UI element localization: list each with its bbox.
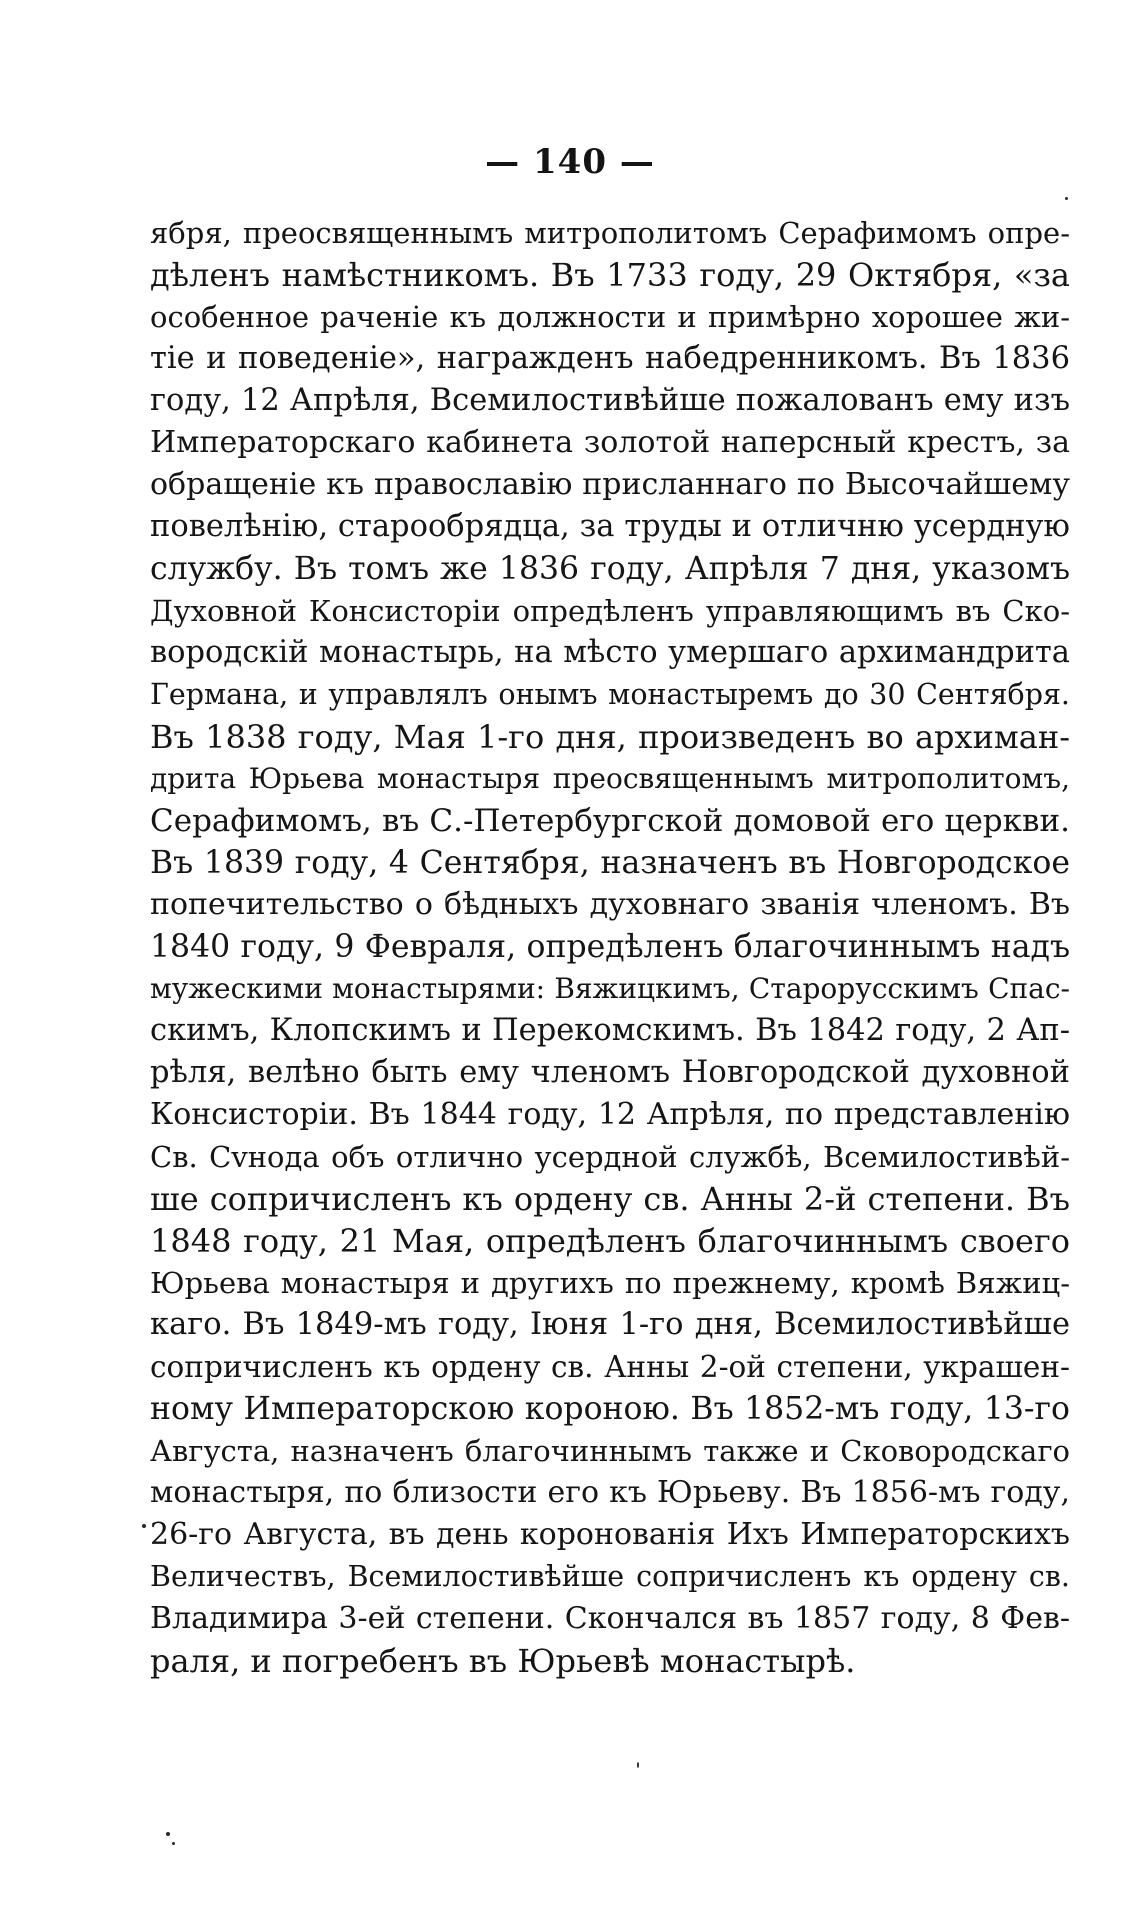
text-line: каго. Въ 1849-мъ году, Іюня 1-го дня, Всемилостивѣйше — [150, 1307, 1070, 1342]
text-line: Въ 1838 году, Мая 1-го дня, произведенъ во архиман- — [150, 718, 1070, 756]
text-line: ше сопричисленъ къ ордену св. Анны 2-й степени. Въ — [150, 1180, 1070, 1218]
text-line: сопричисленъ къ ордену св. Анны 2-ой степени, украшен- — [150, 1350, 1070, 1384]
text-line: Св. Сvнода объ отлично усердной службѣ, Всемилостивѣй- — [150, 1140, 1070, 1174]
text-line: 26-го Августа, въ день коронованія Ихъ Императорскихъ — [150, 1517, 1070, 1552]
text-line: Юрьева монастыря и другихъ по прежнему, кромѣ Вяжиц- — [150, 1266, 1070, 1300]
text-line: тіе и поведеніе», награжденъ набедренникомъ. Въ 1836 — [150, 341, 1070, 376]
text-line: 1848 году, 21 Мая, опредѣленъ благочиннымъ своего — [150, 1222, 1070, 1260]
scan-speck — [172, 1842, 175, 1845]
text-line: службу. Въ томъ же 1836 году, Апрѣля 7 дня, указомъ — [150, 551, 1070, 587]
text-line: Духовной Консисторіи опредѣленъ управляющимъ въ Ско- — [150, 594, 1070, 628]
text-line: Величествъ, Всемилостивѣйше сопричисленъ къ ордену св. — [150, 1560, 1070, 1593]
text-line: раля, и погребенъ въ Юрьевѣ монастырѣ. — [150, 1642, 856, 1680]
text-line: повелѣнію, старообрядца, за труды и отличню усердную — [150, 509, 1070, 544]
text-line: монастыря, по близости его къ Юрьеву. Въ 1856-мъ году, — [150, 1475, 1070, 1510]
text-line: мужескими монастырями: Вяжицкимъ, Старорусскимъ Спас- — [150, 972, 1070, 1005]
text-line: дѣленъ намѣстникомъ. Въ 1733 году, 29 Октября, «за — [150, 256, 1070, 294]
scan-speck — [142, 1524, 146, 1528]
text-line: Въ 1839 году, 4 Сентября, назначенъ въ Новгородское — [150, 845, 1070, 881]
text-line: Императорскаго кабинета золотой наперсный крестъ, за — [150, 425, 1070, 460]
scan-speck — [166, 1832, 170, 1836]
text-line: Владимира 3-ей степени. Скончался въ 1857 году, 8 Фев- — [150, 1601, 1070, 1636]
text-line: дрита Юрьева монастыря преосвященнымъ митрополитомъ, — [150, 762, 1070, 795]
text-line: скимъ, Клопскимъ и Перекомскимъ. Въ 1842 году, 2 Ап- — [150, 1013, 1070, 1048]
text-line: вородскій монастырь, на мѣсто умершаго архимандрита — [150, 635, 1070, 670]
text-line: году, 12 Апрѣля, Всемилостивѣйше пожалованъ ему изъ — [150, 383, 1070, 418]
text-line: Августа, назначенъ благочиннымъ также и Сковородскаго — [150, 1434, 1070, 1468]
text-line: Консисторіи. Въ 1844 году, 12 Апрѣля, по представленію — [150, 1097, 1070, 1132]
text-line: особенное раченіе къ должности и примѣрно хорошее жи- — [150, 300, 1070, 334]
text-line: 1840 году, 9 Февраля, опредѣленъ благочиннымъ надъ — [150, 929, 1070, 965]
scan-speck — [637, 1762, 639, 1768]
body-text — [150, 212, 1070, 1682]
text-line: Серафимомъ, въ С.-Петербургской домовой его церкви. — [150, 803, 1070, 839]
text-line: попечительство о бѣдныхъ духовнаго званія членомъ. Въ — [150, 887, 1070, 922]
text-line: Германа, и управлялъ онымъ монастыремъ до 30 Сентября. — [150, 678, 1070, 711]
scan-speck — [1065, 197, 1068, 200]
text-line: рѣля, велѣно быть ему членомъ Новгородской духовной — [150, 1055, 1070, 1090]
page-number: — 140 — — [485, 142, 655, 182]
text-line: ября, преосвященнымъ митрополитомъ Серафимомъ опре- — [150, 216, 1070, 250]
text-line: обращеніе къ православію присланнаго по Высочайшему — [150, 467, 1070, 502]
text-line: ному Императорскою короною. Въ 1852-мъ году, 13-го — [150, 1391, 1070, 1427]
